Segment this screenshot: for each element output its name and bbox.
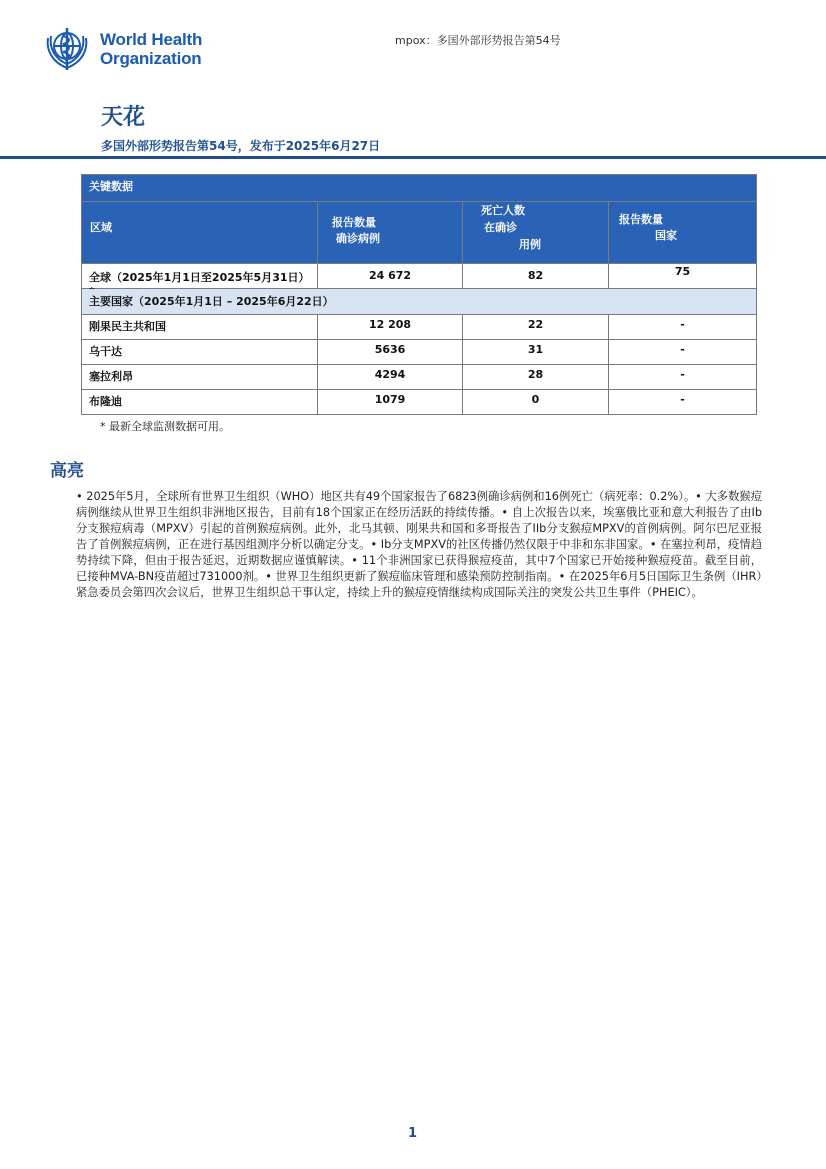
table-footnote: * 最新全球监测数据可用。: [100, 420, 230, 433]
who-emblem-icon: [42, 24, 94, 74]
col-header-reporting-countries: 报告数量 国家: [609, 202, 757, 264]
table-heading: 关键数据: [81, 174, 757, 202]
global-cases: 24 672: [318, 264, 463, 289]
country-name: 布隆迪: [81, 390, 318, 415]
country-cases: 1079: [318, 390, 463, 415]
global-deaths: 82: [463, 264, 609, 289]
org-name-line1: World Health: [100, 30, 203, 49]
global-row: [81, 264, 757, 289]
country-cases: 5636: [318, 340, 463, 365]
org-name-line2: Organization: [100, 49, 202, 68]
country-countries: -: [609, 340, 757, 365]
table-row: [81, 340, 757, 365]
global-label: 全球（2025年1月1日至2025年5月31日）: [81, 264, 318, 289]
page-title: 天花: [101, 105, 146, 130]
global-countries: 75: [609, 264, 757, 289]
country-deaths: 22: [463, 315, 609, 340]
who-logo: [42, 24, 212, 74]
highlights-text: • 2025年5月，全球所有世界卫生组织（WHO）地区共有49个国家报告了6823例确诊病例和16例死亡（病死率：0.2%）。• 大多数猴痘病例继续从世界卫生组织非洲地区报告，目前有18个国家正在经历活跃的持续传播。• 自上次报告以来，埃塞俄比亚和意大利报告了由Ib分支猴痘病毒（MPXV）引起的首例猴痘病例。此外，北马其顿、刚果共和国和多哥报告了IIb分支猴痘MPXV的首例病例。阿尔巴尼亚报告了首例猴痘病例，正在进行基因组测序分析以确定分支。• Ib分支MPXV的社区传播仍然仅限于中非和东非国家。• 在塞拉利昂，疫情趋势持续下降，但由于报告延迟，近期数据应谨慎解读。• 11个非洲国家已获得猴痘疫苗，其中7个国家已开始接种猴痘疫苗。截至目前，已接种MVA-BN疫苗超过731000剂。• 世界卫生组织更新了猴痘临床管理和感染预防控制指南。• 在2025年6月5日国际卫生条例（IHR）紧急委员会第四次会议后，世界卫生组织总干事认定，持续上升的猴痘疫情继续构成国际关注的突发公共卫生事件（PHEIC）。: [76, 490, 762, 599]
country-name: 乌干达: [81, 340, 318, 365]
page-number: 1: [408, 1126, 418, 1141]
main-countries-row: [81, 289, 757, 315]
report-reference: mpox：多国外部形势报告第54号: [395, 34, 561, 47]
country-deaths: 0: [463, 390, 609, 415]
country-countries: -: [609, 390, 757, 415]
table-row: [81, 315, 757, 340]
table-header-row: [81, 202, 757, 264]
table-row: [81, 390, 757, 415]
country-countries: -: [609, 315, 757, 340]
country-cases: 4294: [318, 365, 463, 390]
col-header-reported-cases: 报告数量 确诊病例: [318, 202, 463, 264]
country-deaths: 28: [463, 365, 609, 390]
table-heading-row: [81, 174, 757, 202]
main-countries-label: 主要国家（2025年1月1日 – 2025年6月22日）: [81, 289, 757, 315]
country-countries: -: [609, 365, 757, 390]
country-deaths: 31: [463, 340, 609, 365]
highlights-heading: 高亮: [50, 461, 84, 481]
country-name: 塞拉利昂: [81, 365, 318, 390]
table-row: [81, 365, 757, 390]
page-subtitle: 多国外部形势报告第54号，发布于2025年6月27日: [101, 139, 381, 153]
title-divider: [0, 156, 826, 159]
country-name: 刚果民主共和国: [81, 315, 318, 340]
col-header-deaths: 死亡人数 在确诊 用例: [463, 202, 609, 264]
country-cases: 12 208: [318, 315, 463, 340]
col-header-region: 区域: [81, 202, 318, 264]
